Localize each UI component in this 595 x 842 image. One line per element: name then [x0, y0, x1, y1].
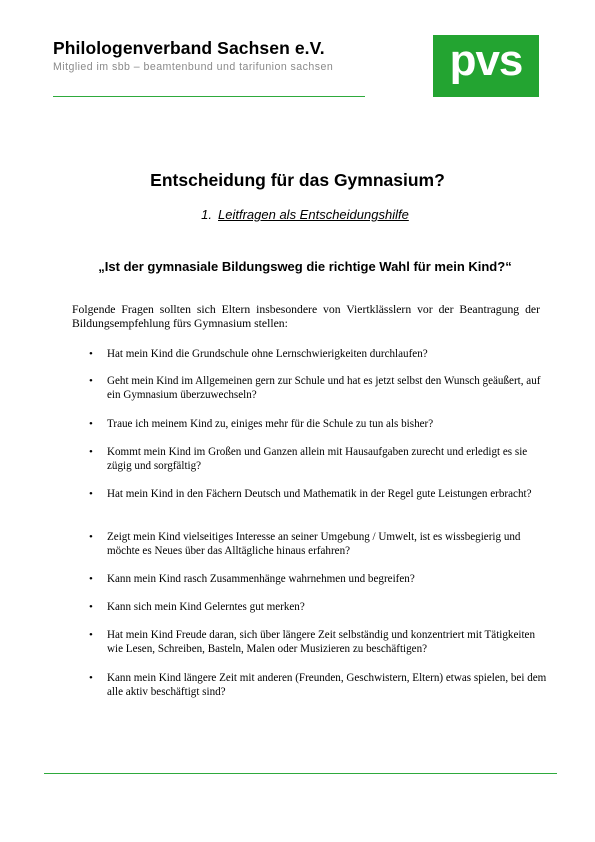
- bullet-icon: •: [89, 488, 93, 500]
- list-item: • Kann mein Kind rasch Zusammenhänge wahrnehmen und begreifen?: [89, 573, 415, 585]
- bullet-icon: •: [89, 446, 93, 458]
- section-number: 1.: [201, 207, 213, 222]
- section-heading: [0, 207, 595, 222]
- bullet-icon: •: [89, 348, 93, 360]
- bullet-icon: •: [89, 531, 93, 543]
- list-item: • Hat mein Kind die Grundschule ohne Lernschwierigkeiten durchlaufen?: [89, 348, 428, 360]
- org-name: Philologenverband Sachsen e.V.: [53, 38, 325, 58]
- bullet-icon: •: [89, 601, 93, 613]
- document-title: Entscheidung für das Gymnasium?: [150, 170, 445, 190]
- header-divider: [53, 96, 365, 97]
- intro-paragraph: Folgende Fragen sollten sich Eltern insbesondere von Viertklässlern vor der Beantragung der Bildungsempfehlung fürs Gymnasium stellen:: [72, 303, 540, 330]
- list-item: • Kann sich mein Kind Gelerntes gut merken?: [89, 601, 305, 613]
- logo-text: pvs: [449, 36, 523, 85]
- list-item: • Hat mein Kind in den Fächern Deutsch und Mathematik in der Regel gute Leistungen erbracht?: [89, 488, 532, 500]
- list-item: • Traue ich meinem Kind zu, einiges mehr für die Schule zu tun als bisher?: [89, 418, 434, 430]
- bullet-icon: •: [89, 375, 93, 387]
- list-item: • Hat mein Kind Freude daran, sich über längere Zeit selbständig und konzentriert mit Tätigkeiten wie Lesen, Schreiben, Basteln, Malen oder Musizieren zu beschäftigen?: [89, 629, 536, 655]
- bullet-icon: •: [89, 418, 93, 430]
- list-item: • Kann mein Kind längere Zeit mit anderen (Freunden, Geschwistern, Eltern) etwas spielen, bei dem alle aktiv beschäftigt sind?: [89, 672, 547, 698]
- pvs-logo: [433, 35, 539, 97]
- org-subtitle: Mitglied im sbb – beamtenbund und tarifunion sachsen: [53, 61, 334, 73]
- list-item: • Zeigt mein Kind vielseitiges Interesse an seiner Umgebung / Umwelt, ist es wissbegierig und möchte es Neues über das Alltägliche hinaus erfahren?: [89, 531, 521, 557]
- list-item: • Geht mein Kind im Allgemeinen gern zur Schule und hat es jetzt selbst den Wunsch geäußert, auf ein Gymnasium überzuwechseln?: [89, 375, 541, 401]
- main-question: „Ist der gymnasiale Bildungsweg die richtige Wahl für mein Kind?“: [98, 259, 512, 274]
- footer-divider: [44, 773, 557, 774]
- list-item: • Kommt mein Kind im Großen und Ganzen allein mit Hausaufgaben zurecht und erledigt es sie zügig und sorgfältig?: [89, 446, 528, 472]
- bullet-icon: •: [89, 629, 93, 641]
- bullet-icon: •: [89, 672, 93, 684]
- section-title: Leitfragen als Entscheidungshilfe: [218, 207, 409, 222]
- bullet-icon: •: [89, 573, 93, 585]
